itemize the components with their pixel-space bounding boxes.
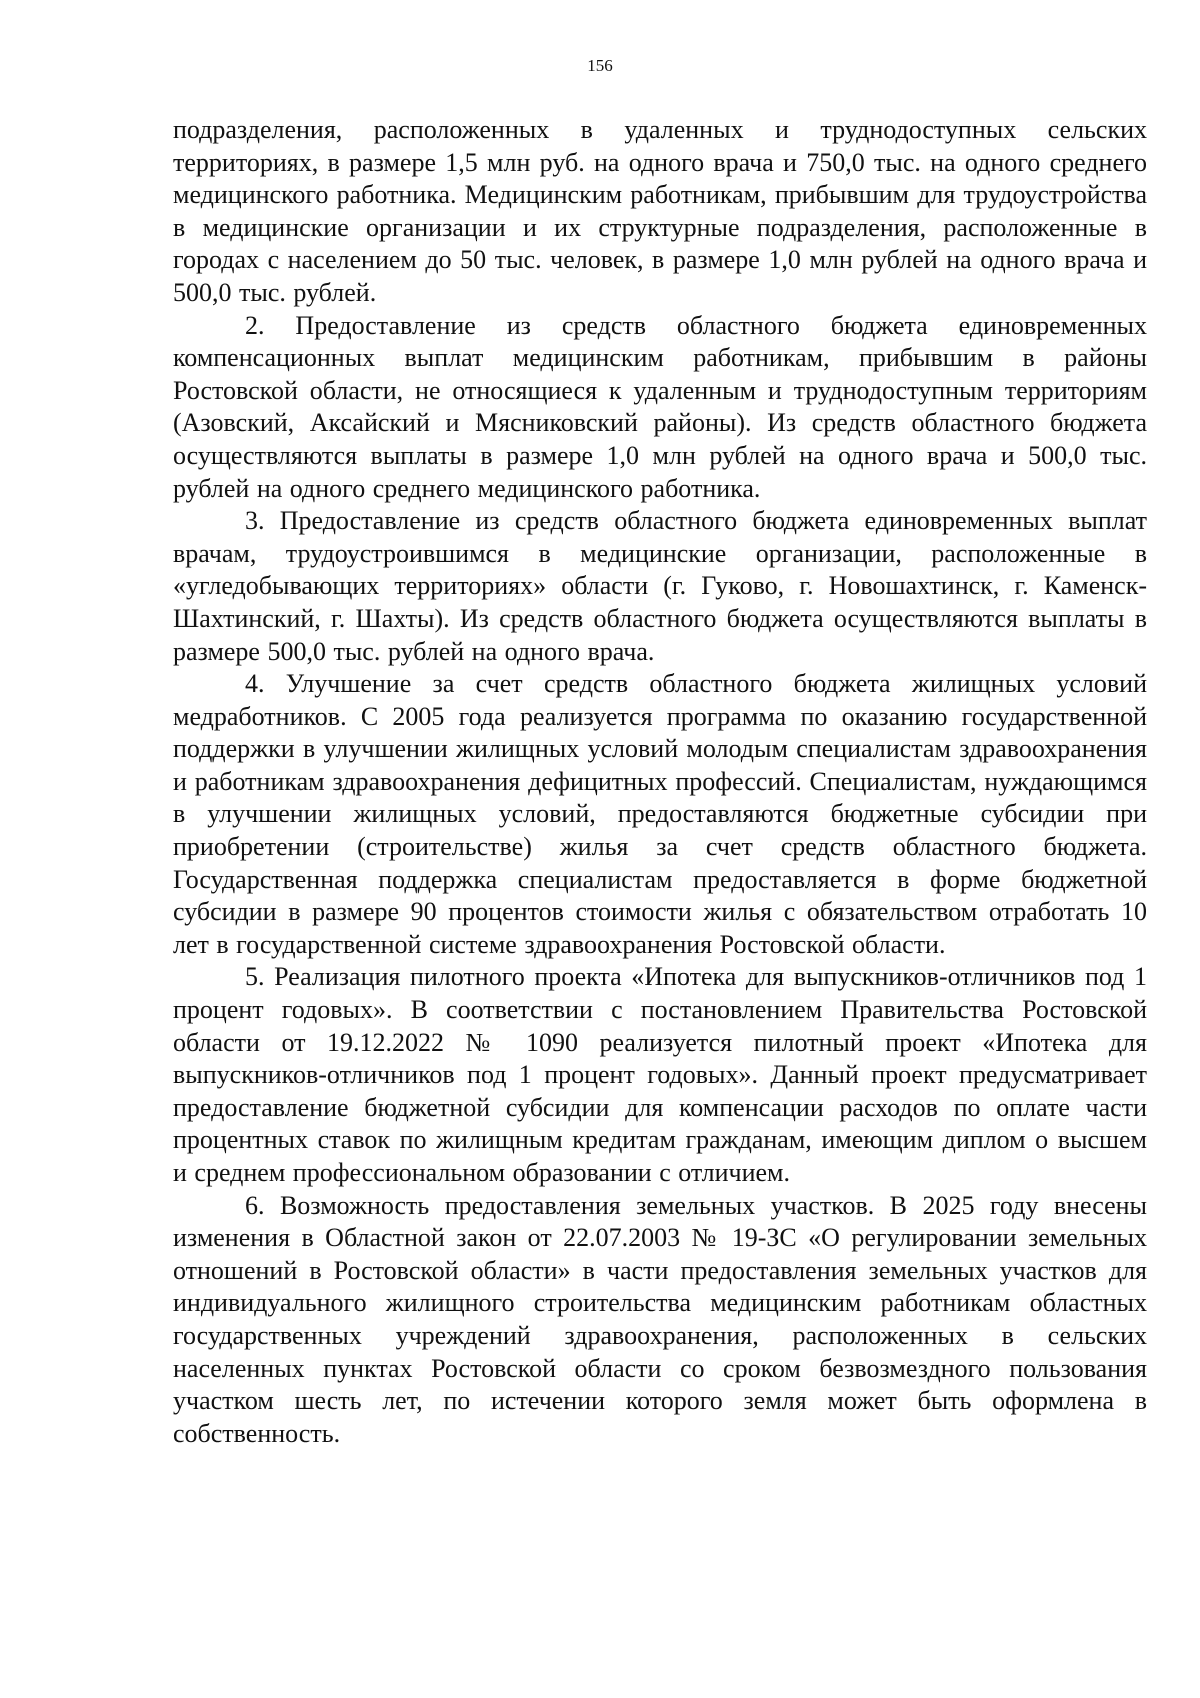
paragraph-item-5: 5. Реализация пилотного проекта «Ипотека для выпускников-отличников под 1 процент годовых». В соответствии с постановлением Правительства Ростовской области от 19.12.2022 № 1090 реализуется пилотный проект «Ипотека для выпускников-отличников под 1 процент годовых». Данный проект предусматривает предоставление бюджетной субсидии для компенсации расходов по оплате части процентных ставок по жилищным кредитам гражданам, имеющим диплом о высшем и среднем профессиональном образовании с отличием. xyxy=(173,962,1147,1187)
document-body xyxy=(173,114,1147,1450)
paragraph-item-6: 6. Возможность предоставления земельных участков. В 2025 году внесены изменения в Областной закон от 22.07.2003 № 19-ЗС «О регулировании земельных отношений в Ростовской области» в части предоставления земельных участков для индивидуального жилищного строительства медицинским работникам областных государственных учреждений здравоохранения, расположенных в сельских населенных пунктах Ростовской области со сроком безвозмездного пользования участком шесть лет, по истечении которого земля может быть оформлена в собственность. xyxy=(173,1190,1147,1448)
page-number: 156 xyxy=(587,56,613,75)
paragraph-item-4: 4. Улучшение за счет средств областного бюджета жилищных условий медработников. С 2005 года реализуется программа по оказанию государственной поддержки в улучшении жилищных условий молодым специалистам здравоохранения и работникам здравоохранения дефицитных профессий. Специалистам, нуждающимся в улучшении жилищных условий, предоставляются бюджетные субсидии при приобретении (строительстве) жилья за счет средств областного бюджета. Государственная поддержка специалистам предоставляется в форме бюджетной субсидии в размере 90 процентов стоимости жилья с обязательством отработать 10 лет в государственной системе здравоохранения Ростовской области. xyxy=(173,669,1147,959)
paragraph-item-3: 3. Предоставление из средств областного бюджета единовременных выплат врачам, трудоустроившимся в медицинские организации, расположенные в «угледобывающих территориях» области (г. Гуково, г. Новошахтинск, г. Каменск-Шахтинский, г. Шахты). Из средств областного бюджета осуществляются выплаты в размере 500,0 тыс. рублей на одного врача. xyxy=(173,506,1147,666)
paragraph-item-2: 2. Предоставление из средств областного бюджета единовременных компенсационных выплат медицинским работникам, прибывшим в районы Ростовской области, не относящиеся к удаленным и труднодоступным территориям (Азовский, Аксайский и Мясниковский районы). Из средств областного бюджета осуществляются выплаты в размере 1,0 млн рублей на одного врача и 500,0 тыс. рублей на одного среднего медицинского работника. xyxy=(173,310,1147,503)
paragraph-continuation: подразделения, расположенных в удаленных и труднодоступных сельских территориях, в размере 1,5 млн руб. на одного врача и 750,0 тыс. на одного среднего медицинского работника. Медицинским работникам, прибывшим для трудоустройства в медицинские организации и их структурные подразделения, расположенные в городах с населением до 50 тыс. человек, в размере 1,0 млн рублей на одного врача и 500,0 тыс. рублей. xyxy=(173,115,1147,307)
